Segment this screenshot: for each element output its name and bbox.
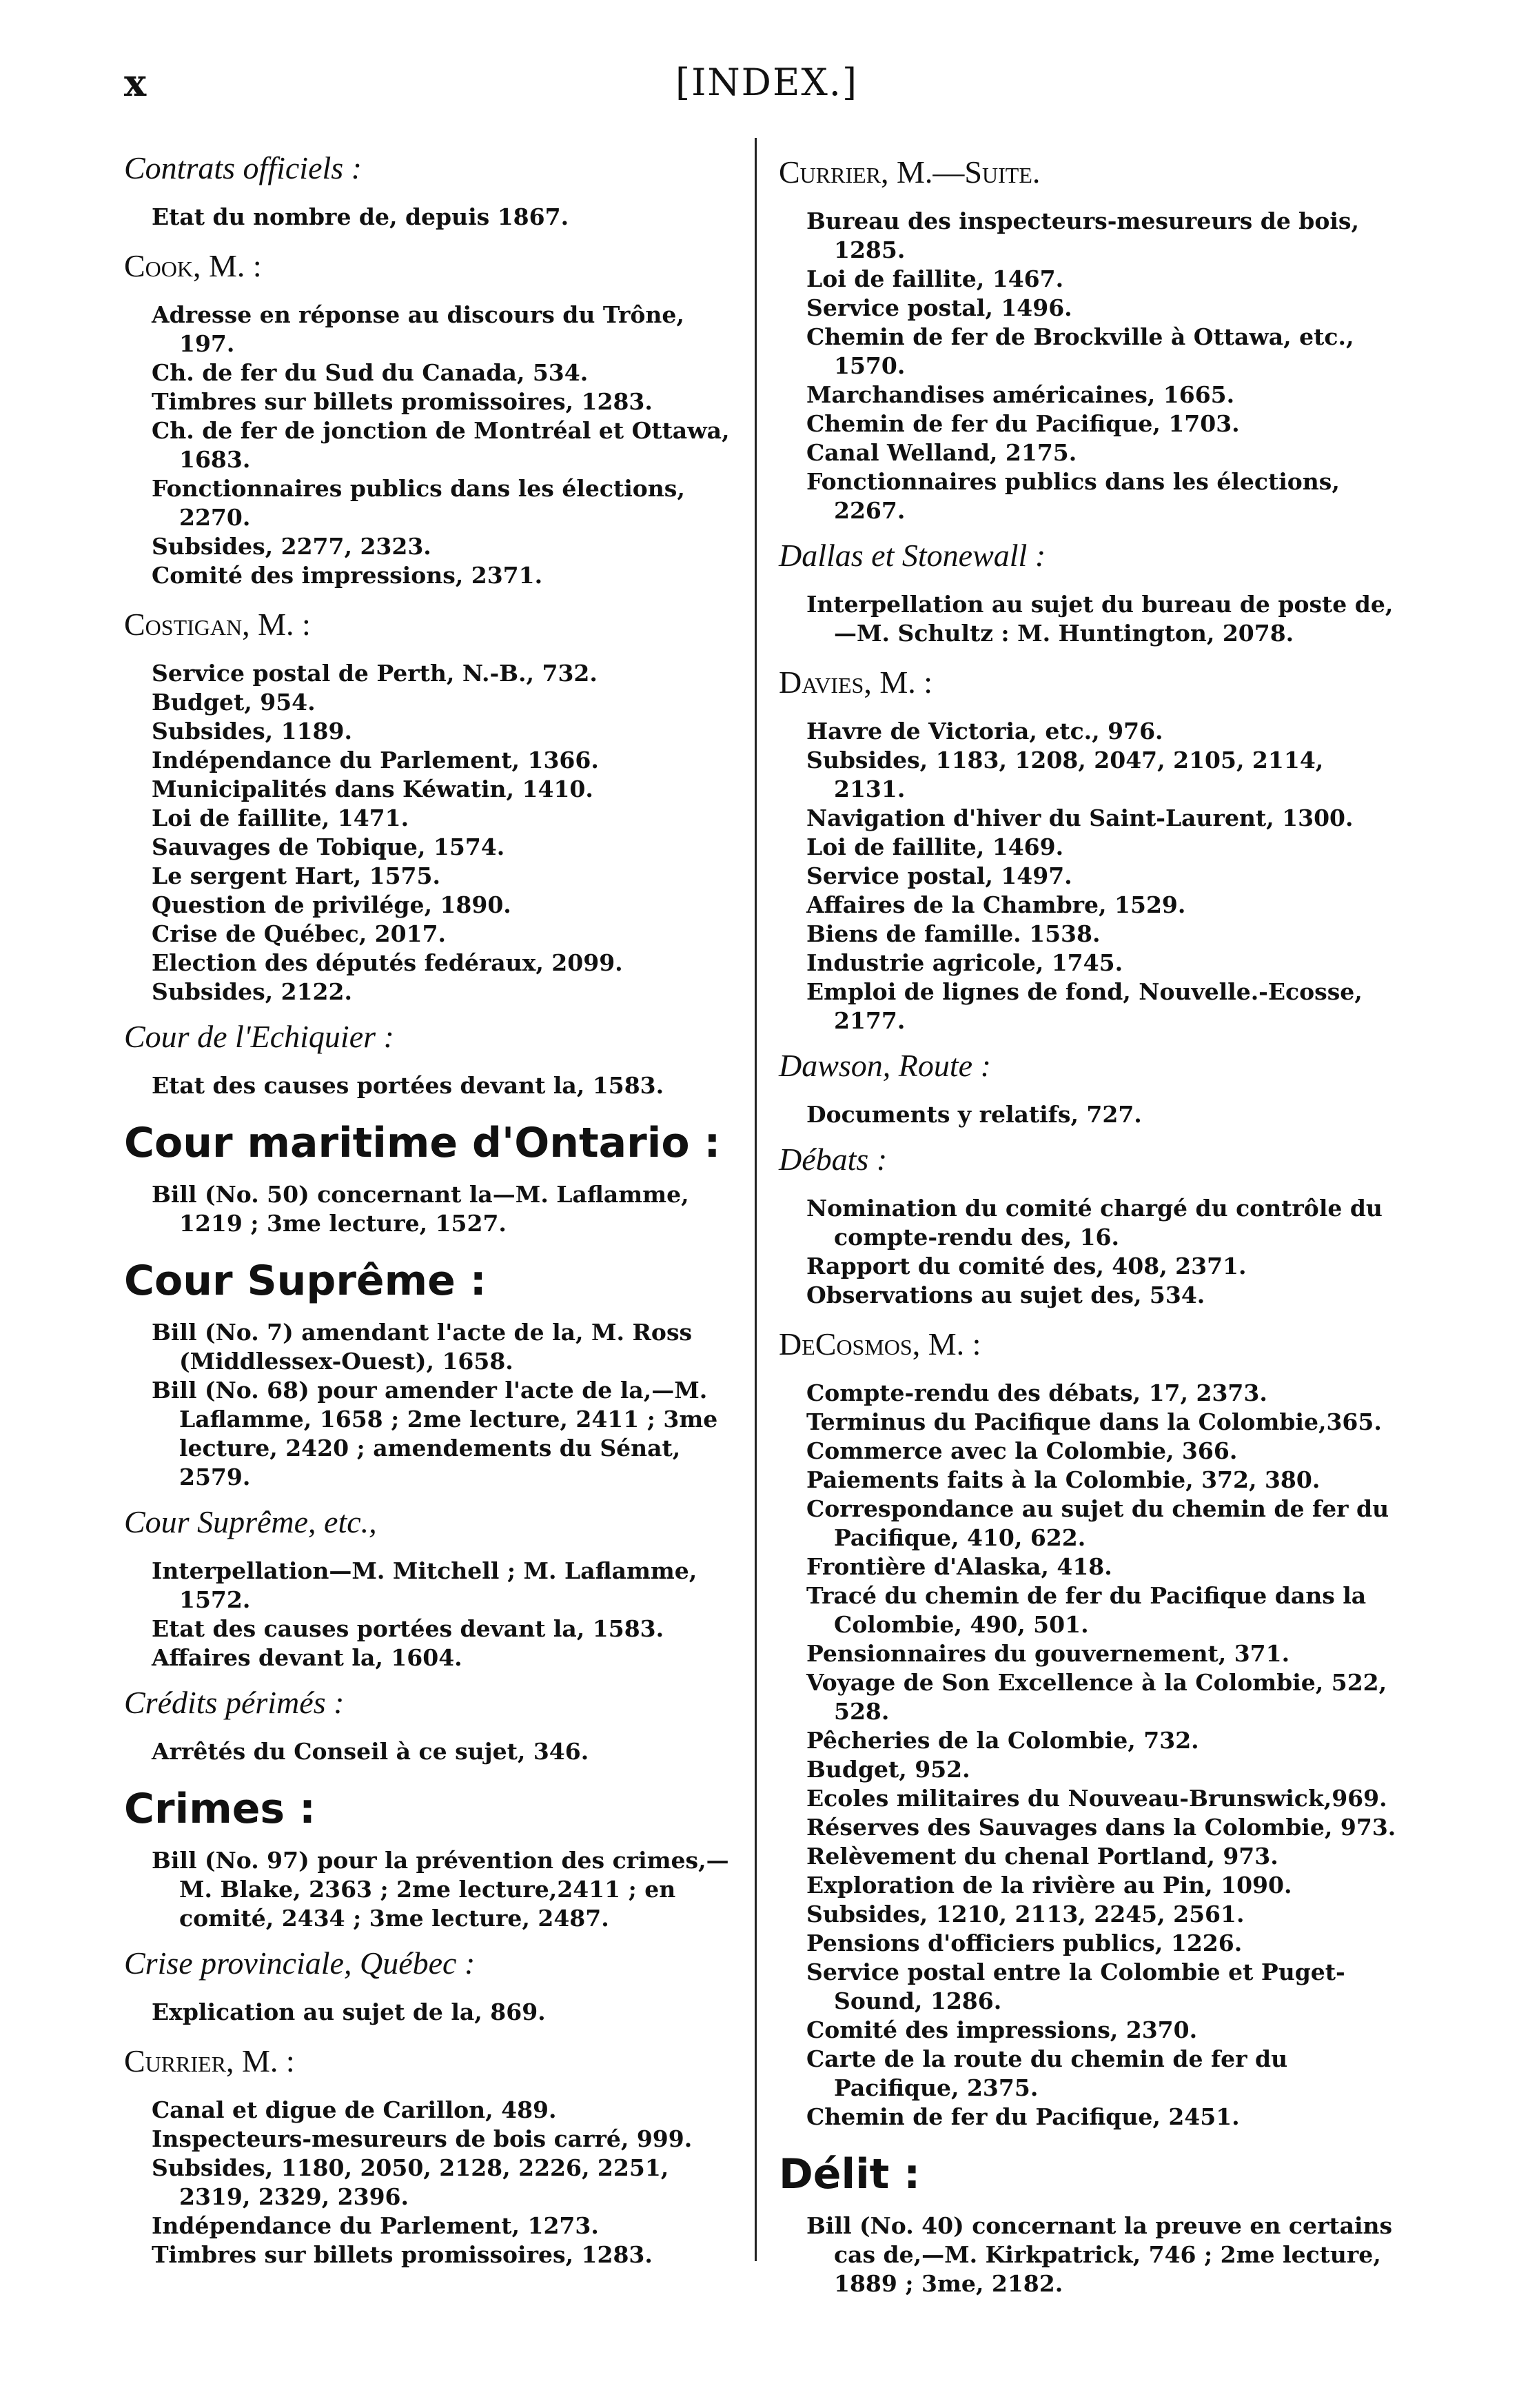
section-heading: Costigan, M. : [124, 607, 311, 642]
index-entry: Frontière d'Alaska, 418. [806, 1553, 1112, 1580]
index-entry: Compte-rendu des débats, 17, 2373. [806, 1379, 1267, 1406]
index-entry: Subsides, 2277, 2323. [152, 533, 431, 560]
index-entry: Service postal de Perth, N.-B., 732. [152, 660, 598, 687]
index-entry: Adresse en réponse au discours du Trône, 197. [152, 301, 684, 357]
index-entry: Bureau des inspecteurs-mesureurs de bois, 1285. [806, 208, 1359, 263]
index-entry: Timbres sur billets promissoires, 1283. [152, 388, 653, 415]
index-section [124, 1018, 744, 1100]
index-entry: Havre de Victoria, etc., 976. [806, 718, 1163, 745]
index-entry: Loi de faillite, 1471. [152, 805, 409, 831]
index-entry: Indépendance du Parlement, 1366. [152, 747, 599, 773]
index-entry: Biens de famille. 1538. [806, 920, 1101, 947]
section-heading: Contrats officiels : [124, 150, 362, 185]
index-entry: Terminus du Pacifique dans la Colombie,365. [806, 1408, 1382, 1435]
index-entry: Bill (No. 68) pour amender l'acte de la,—M. Laflamme, 1658 ; 2me lecture, 2411 ; 3me lecture, 2420 ; amendements du Sénat, 2579. [152, 1377, 718, 1490]
index-entry: Industrie agricole, 1745. [806, 949, 1123, 976]
section-heading: Cour de l'Echiquier : [124, 1019, 394, 1054]
index-section [124, 1784, 744, 1933]
index-entry: Canal et digue de Carillon, 489. [152, 2096, 557, 2123]
index-column-left [124, 138, 744, 2276]
index-entry: Ecoles militaires du Nouveau-Brunswick,969. [806, 1785, 1387, 1812]
index-entry: Documents y relatifs, 727. [806, 1101, 1142, 1128]
index-entry: Emploi de lignes de fond, Nouvelle.-Ecosse, 2177. [806, 978, 1363, 1034]
index-entry: Observations au sujet des, 534. [806, 1282, 1205, 1308]
index-entry: Correspondance au sujet du chemin de fer du Pacifique, 410, 622. [806, 1495, 1389, 1551]
index-entry: Sauvages de Tobique, 1574. [152, 833, 505, 860]
section-heading: Dawson, Route : [779, 1048, 991, 1083]
index-entry: Chemin de fer du Pacifique, 1703. [806, 410, 1240, 437]
index-entry: Interpellation au sujet du bureau de poste de,—M. Schultz : M. Huntington, 2078. [806, 591, 1394, 647]
index-entry: Subsides, 1183, 1208, 2047, 2105, 2114, 2131. [806, 747, 1324, 802]
index-entry: Affaires de la Chambre, 1529. [806, 891, 1186, 918]
index-entry: Réserves des Sauvages dans la Colombie, 973. [806, 1814, 1396, 1841]
index-entry: Nomination du comité chargé du contrôle du compte-rendu des, 16. [806, 1195, 1383, 1251]
index-entry: Loi de faillite, 1467. [806, 265, 1064, 292]
section-heading: Cour Suprême : [124, 1257, 487, 1305]
index-section [779, 1140, 1399, 1310]
section-heading: Cour Suprême, etc., [124, 1504, 377, 1539]
index-entry: Subsides, 1189. [152, 718, 352, 745]
index-section [779, 1046, 1399, 1129]
entry-list [779, 207, 1399, 525]
index-section [124, 1944, 744, 2027]
index-entry: Exploration de la rivière au Pin, 1090. [806, 1872, 1292, 1899]
index-entry: Service postal, 1497. [806, 862, 1072, 889]
entry-list [779, 717, 1399, 1035]
section-heading: Currier, M. : [124, 2043, 295, 2078]
index-entry: Subsides, 1210, 2113, 2245, 2561. [806, 1901, 1245, 1928]
index-entry: Commerce avec la Colombie, 366. [806, 1437, 1238, 1464]
entry-list [124, 1846, 744, 1933]
entry-list [124, 2096, 744, 2269]
index-entry: Paiements faits à la Colombie, 372, 380. [806, 1466, 1321, 1493]
index-entry: Fonctionnaires publics dans les élections, 2270. [152, 475, 685, 531]
index-entry: Etat des causes portées devant la, 1583. [152, 1615, 664, 1642]
index-entry: Pêcheries de la Colombie, 732. [806, 1727, 1199, 1754]
index-entry: Fonctionnaires publics dans les élections, 2267. [806, 468, 1340, 524]
index-entry: Bill (No. 40) concernant la preuve en certains cas de,—M. Kirkpatrick, 746 ; 2me lecture, 1889 ; 3me, 2182. [806, 2212, 1393, 2297]
index-entry: Subsides, 2122. [152, 978, 352, 1005]
section-heading: Davies, M. : [779, 665, 932, 700]
index-entry: Voyage de Son Excellence à la Colombie, 522, 528. [806, 1669, 1387, 1725]
section-heading: Crise provinciale, Québec : [124, 1945, 476, 1981]
index-entry: Bill (No. 7) amendant l'acte de la, M. Ross (Middlessex-Ouest), 1658. [152, 1319, 693, 1375]
entry-list [779, 590, 1399, 648]
index-entry: Loi de faillite, 1469. [806, 833, 1064, 860]
index-entry: Marchandises américaines, 1665. [806, 381, 1235, 408]
index-column-right [779, 138, 1399, 2305]
index-entry: Canal Welland, 2175. [806, 439, 1077, 466]
index-section [124, 1256, 744, 1492]
index-entry: Timbres sur billets promissoires, 1283. [152, 2241, 653, 2268]
index-entry: Le sergent Hart, 1575. [152, 862, 440, 889]
entry-list [779, 1100, 1399, 1129]
index-entry: Pensions d'officiers publics, 1226. [806, 1930, 1243, 1956]
index-section [124, 247, 744, 590]
index-section [779, 153, 1399, 525]
index-entry: Ch. de fer de jonction de Montréal et Ottawa, 1683. [152, 417, 730, 473]
index-entry: Budget, 952. [806, 1756, 970, 1783]
index-entry: Chemin de fer du Pacifique, 2451. [806, 2103, 1240, 2130]
index-entry: Budget, 954. [152, 689, 316, 716]
section-heading: Cook, M. : [124, 248, 262, 283]
index-entry: Municipalités dans Kéwatin, 1410. [152, 776, 593, 802]
index-entry: Explication au sujet de la, 869. [152, 1999, 546, 2025]
page-header [124, 61, 1427, 123]
entry-list [124, 1318, 744, 1492]
index-section [779, 663, 1399, 1035]
index-entry: Comité des impressions, 2371. [152, 562, 543, 589]
index-entry: Chemin de fer de Brockville à Ottawa, etc., 1570. [806, 323, 1354, 379]
entry-list [124, 659, 744, 1006]
index-section [779, 536, 1399, 648]
index-section [124, 1118, 744, 1238]
index-entry: Subsides, 1180, 2050, 2128, 2226, 2251, 2319, 2329, 2396. [152, 2154, 669, 2210]
index-entry: Etat des causes portées devant la, 1583. [152, 1072, 664, 1099]
entry-list [124, 203, 744, 232]
index-entry: Service postal, 1496. [806, 294, 1072, 321]
index-entry: Bill (No. 97) pour la prévention des crimes,—M. Blake, 2363 ; 2me lecture,2411 ; en comité, 2434 ; 3me lecture, 2487. [152, 1847, 729, 1932]
page-number: x [124, 61, 147, 105]
index-entry: Indépendance du Parlement, 1273. [152, 2212, 599, 2239]
index-entry: Carte de la route du chemin de fer du Pacifique, 2375. [806, 2045, 1288, 2101]
index-entry: Interpellation—M. Mitchell ; M. Laflamme, 1572. [152, 1557, 697, 1613]
entry-list [124, 1737, 744, 1766]
section-heading: DeCosmos, M. : [779, 1326, 981, 1362]
section-heading: Dallas et Stonewall : [779, 538, 1046, 573]
entry-list [124, 301, 744, 590]
section-heading: Délit : [779, 2150, 921, 2198]
entry-list [124, 1557, 744, 1672]
index-entry: Pensionnaires du gouvernement, 371. [806, 1640, 1290, 1667]
entry-list [779, 2212, 1399, 2298]
index-entry: Arrêtés du Conseil à ce sujet, 346. [152, 1738, 589, 1765]
entry-list [779, 1379, 1399, 2132]
index-entry: Affaires devant la, 1604. [152, 1644, 462, 1671]
section-heading: Currier, M.—Suite. [779, 154, 1041, 190]
index-entry: Service postal entre la Colombie et Puget-Sound, 1286. [806, 1959, 1345, 2014]
entry-list [124, 1071, 744, 1100]
index-section [124, 149, 744, 232]
running-title: [INDEX.] [675, 61, 859, 104]
section-heading: Débats : [779, 1142, 888, 1177]
index-entry: Navigation d'hiver du Saint-Laurent, 1300. [806, 805, 1354, 831]
index-entry: Crise de Québec, 2017. [152, 920, 447, 947]
index-section [779, 2149, 1399, 2298]
section-heading: Cour maritime d'Ontario : [124, 1119, 721, 1167]
index-section [779, 1325, 1399, 2132]
section-heading: Crimes : [124, 1785, 316, 1833]
index-entry: Rapport du comité des, 408, 2371. [806, 1253, 1247, 1279]
index-section [124, 1683, 744, 1766]
entry-list [779, 1194, 1399, 1310]
index-entry: Question de privilége, 1890. [152, 891, 511, 918]
entry-list [124, 1180, 744, 1238]
index-entry: Relèvement du chenal Portland, 973. [806, 1843, 1278, 1870]
index-entry: Etat du nombre de, depuis 1867. [152, 203, 569, 230]
index-section [124, 605, 744, 1006]
column-divider [755, 138, 757, 2261]
index-entry: Tracé du chemin de fer du Pacifique dans la Colombie, 490, 501. [806, 1582, 1367, 1638]
index-section [124, 2042, 744, 2269]
section-heading: Crédits périmés : [124, 1685, 345, 1720]
index-entry: Inspecteurs-mesureurs de bois carré, 999. [152, 2125, 693, 2152]
entry-list [124, 1998, 744, 2027]
index-entry: Bill (No. 50) concernant la—M. Laflamme, 1219 ; 3me lecture, 1527. [152, 1181, 689, 1237]
index-entry: Election des députés fedéraux, 2099. [152, 949, 623, 976]
index-section [124, 1503, 744, 1672]
index-entry: Comité des impressions, 2370. [806, 2016, 1198, 2043]
index-entry: Ch. de fer du Sud du Canada, 534. [152, 359, 589, 386]
